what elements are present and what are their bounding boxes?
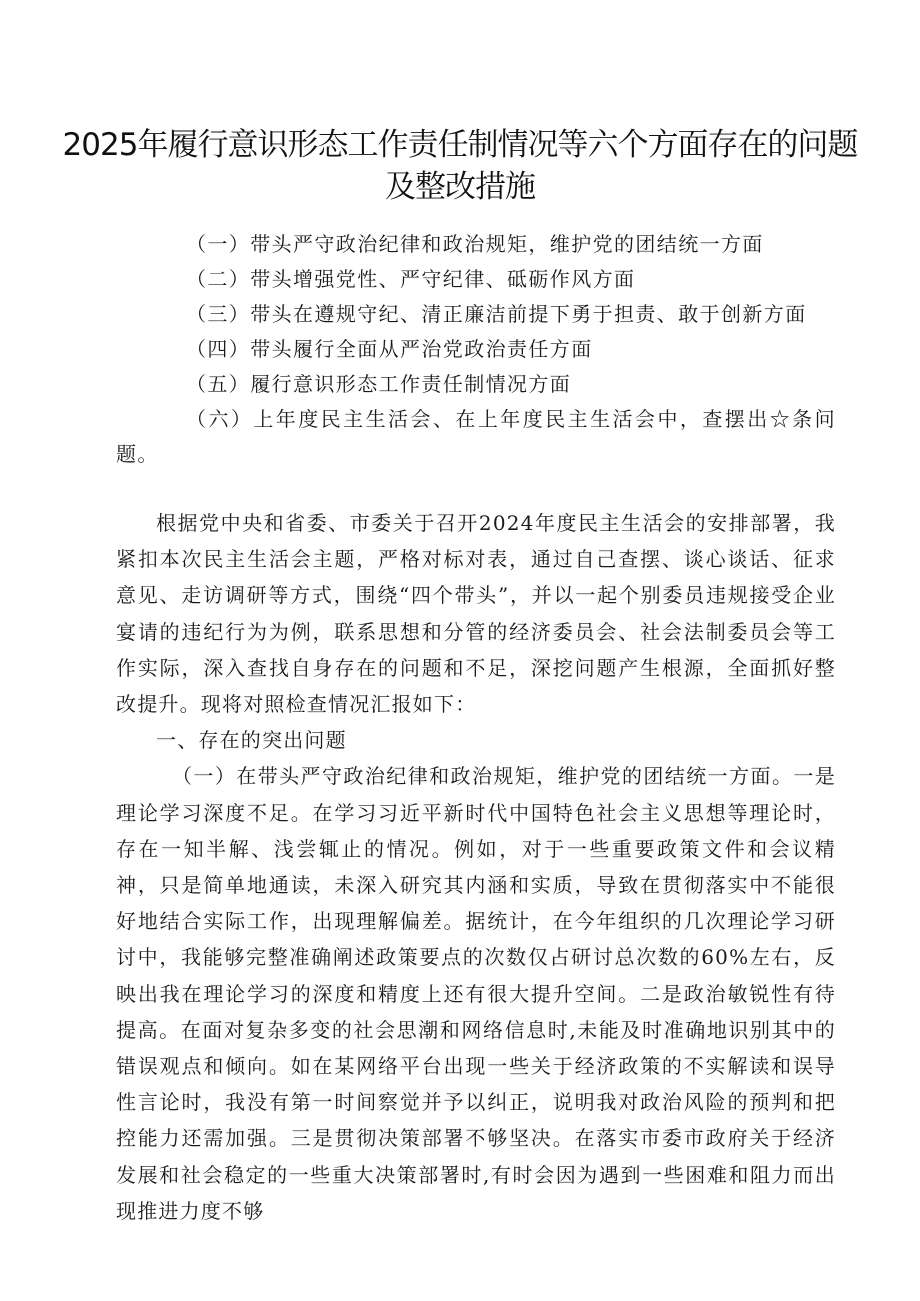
section-heading: 一、存在的突出问题 [156,728,347,753]
outline-list [116,227,836,472]
outline-item: （六）上年度民主生活会、在上年度民主生活会中，查摆出☆条问题。 [116,407,836,466]
outline-item: （四）带头履行全面从严治党政治责任方面 [186,337,593,361]
outline-item: （三）带头在遵规守纪、清正廉洁前提下勇于担责、敢于创新方面 [186,302,807,326]
section-paragraph: （一）在带头严守政治纪律和政治规矩，维护党的团结统一方面。一是理论学习深度不足。在学习习近平新时代中国特色社会主义思想等理论时，存在一知半解、浅尝辄止的情况。例如，对于一些重要政策文件和会议精神，只是简单地通读，未深入研究其内涵和实质，导致在贯彻落实中不能很好地结合实际工作，出现理解偏差。据统计，在今年组织的几次理论学习研讨中，我能够完整准确阐述政策要点的次数仅占研讨总次数的60%左右，反映出我在理论学习的深度和精度上还有很大提升空间。二是政治敏锐性有待提高。在面对复杂多变的社会思潮和网络信息时,未能及时准确地识别其中的错误观点和倾向。如在某网络平台出现一些关于经济政策的不实解读和误导性言论时，我没有第一时间察觉并予以纠正，说明我对政治风险的预判和把控能力还需加强。三是贯彻决策部署不够坚决。在落实市委市政府关于经济发展和社会稳定的一些重大决策部署时,有时会因为遇到一些困难和阻力而出现推进力度不够 [116,764,836,1223]
outline-item: （五）履行意识形态工作责任制情况方面 [186,372,572,396]
document-title: 2025年履行意识形态工作责任制情况等六个方面存在的问题及整改措施 [62,127,858,205]
outline-item: （二）带头增强党性、严守纪律、砥砺作风方面 [186,267,636,291]
main-content [116,505,836,1229]
intro-paragraph: 根据党中央和省委、市委关于召开2024年度民主生活会的安排部署，我紧扣本次民主生活会主题，严格对标对表，通过自己查摆、谈心谈话、征求意见、走访调研等方式，围绕“四个带头”，并以一起个别委员违规接受企业宴请的违纪行为为例，联系思想和分管的经济委员会、社会法制委员会等工作实际，深入查找自身存在的问题和不足，深挖问题产生根源，全面抓好整改提升。现将对照检查情况汇报如下： [116,511,836,717]
outline-item: （一）带头严守政治纪律和政治规矩，维护党的团结统一方面 [186,232,764,256]
